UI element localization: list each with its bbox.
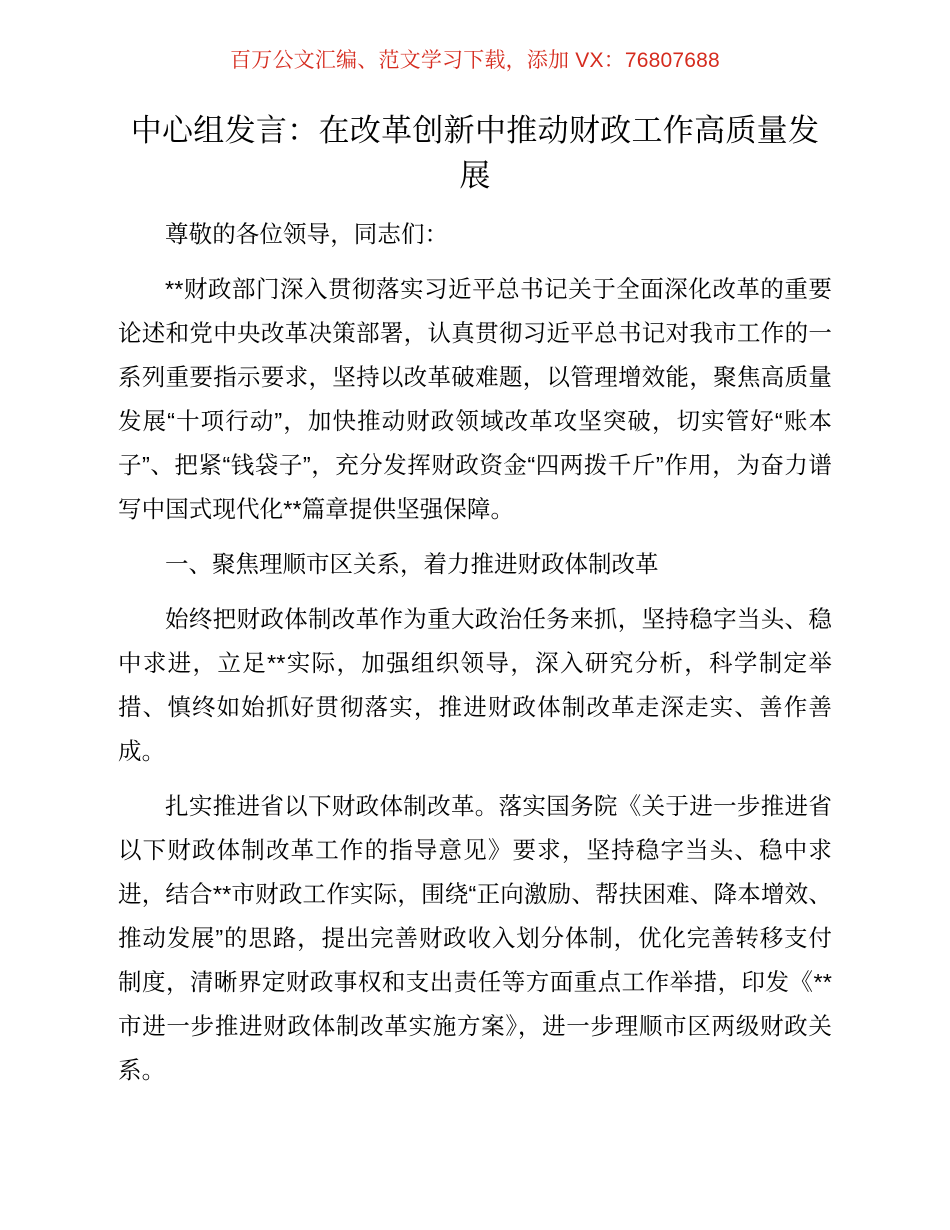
paragraph-section-one-2: 扎实推进省以下财政体制改革。落实国务院《关于进一步推进省以下财政体制改革工作的指导意见》要求，坚持稳字当头、稳中求进，结合**市财政工作实际，围绕“正向激励、帮扶困难、降本增效、推动发展”的思路，提出完善财政收入划分体制，优化完善转移支付制度，清晰界定财政事权和支出责任等方面重点工作举措，印发《**市进一步推进财政体制改革实施方案》，进一步理顺市区两级财政关系。: [118, 793, 832, 1083]
watermark-banner: [0, 46, 950, 76]
section-heading-one: 一、聚焦理顺市区关系，着力推进财政体制改革: [165, 551, 659, 577]
page-title: 中心组发言：在改革创新中推动财政工作高质量发展: [130, 113, 820, 193]
paragraph-intro: **财政部门深入贯彻落实习近平总书记关于全面深化改革的重要论述和党中央改革决策部署，认真贯彻习近平总书记对我市工作的一系列重要指示要求，坚持以改革破难题，以管理增效能，聚焦高质量发展“十项行动”，加快推动财政领域改革攻坚突破，切实管好“账本子”、把紧“钱袋子”，充分发挥财政资金“四两拨千斤”作用，为奋力谱写中国式现代化**篇章提供坚强保障。: [118, 276, 832, 522]
document-body: [118, 108, 832, 1092]
paragraph-section-one-1: 始终把财政体制改革作为重大政治任务来抓，坚持稳字当头、稳中求进，立足**实际，加强组织领导，深入研究分析，科学制定举措、慎终如始抓好贯彻落实，推进财政体制改革走深走实、善作善成。: [118, 606, 832, 764]
salutation: 尊敬的各位领导，同志们：: [165, 221, 449, 247]
watermark-text: 百万公文汇编、范文学习下载，添加 VX：76807688: [230, 49, 720, 72]
